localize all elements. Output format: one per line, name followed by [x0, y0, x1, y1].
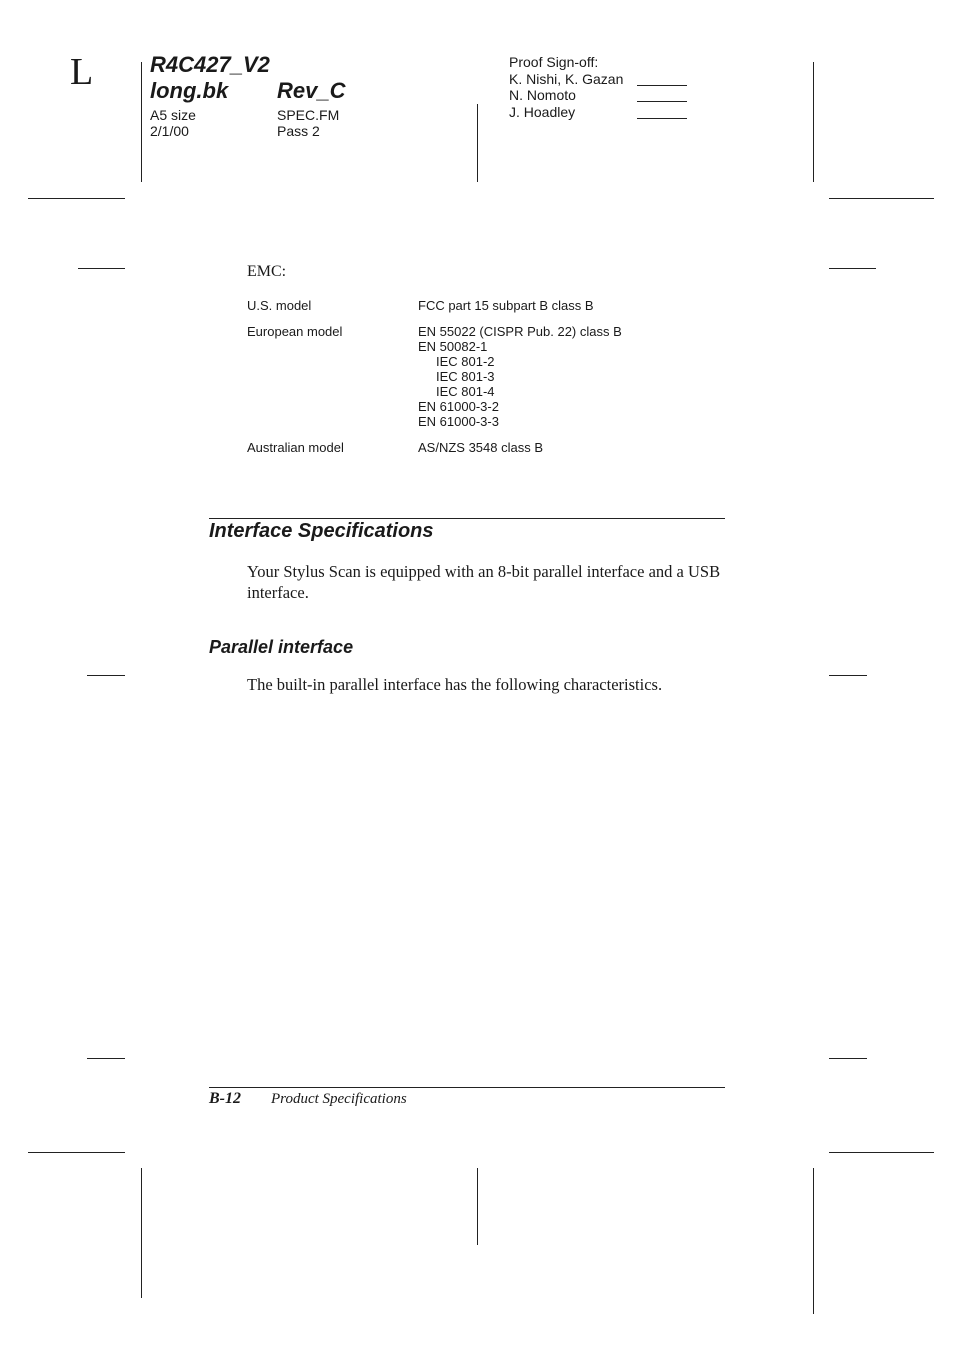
- chapter-title: Product Specifications: [271, 1091, 407, 1107]
- spec-standards: [418, 298, 594, 313]
- spec-standard: EN 61000-3-3: [418, 414, 499, 429]
- crop-mark: [829, 198, 934, 199]
- proof-label: Proof Sign-off:: [509, 54, 599, 70]
- proof-name: N. Nomoto: [509, 87, 576, 103]
- doc-file: SPEC.FM: [277, 107, 340, 123]
- crop-mark: [141, 62, 142, 182]
- section-rule: [209, 518, 725, 519]
- crop-mark: [28, 1152, 125, 1153]
- proof-name: K. Nishi, K. Gazan: [509, 71, 624, 87]
- crop-mark: [141, 1168, 142, 1298]
- emc-label: EMC:: [247, 263, 287, 280]
- crop-mark: [813, 62, 814, 182]
- doc-title-line1: R4C427_V2: [150, 52, 270, 77]
- page-number: B-12: [209, 1090, 241, 1107]
- crop-mark: [829, 268, 876, 269]
- footer-rule: [209, 1087, 725, 1088]
- subsection-heading: Parallel interface: [209, 637, 354, 657]
- spec-standards: [418, 440, 543, 455]
- spec-standard: EN 50082-1: [418, 339, 488, 354]
- crop-mark: [477, 1168, 478, 1245]
- crop-mark: [87, 1058, 125, 1059]
- signature-line: [637, 85, 687, 86]
- spec-standard: AS/NZS 3548 class B: [418, 440, 543, 455]
- crop-mark: [78, 268, 125, 269]
- doc-date: 2/1/00: [150, 123, 189, 139]
- section-heading: Interface Specifications: [209, 520, 434, 542]
- spec-model: U.S. model: [247, 298, 312, 313]
- section-intro: Your Stylus Scan is equipped with an 8-bit parallel interface and a USB interface.: [247, 562, 721, 602]
- spec-model: European model: [247, 324, 343, 339]
- crop-mark: [813, 1168, 814, 1314]
- doc-pass: Pass 2: [277, 123, 320, 139]
- crop-mark: [87, 675, 125, 676]
- crop-mark: [477, 104, 478, 182]
- signature-line: [637, 101, 687, 102]
- crop-mark: [829, 1152, 934, 1153]
- spec-standard: EN 61000-3-2: [418, 399, 499, 414]
- crop-mark: [829, 675, 867, 676]
- proof-name: J. Hoadley: [509, 104, 576, 120]
- signature-line: [637, 118, 687, 119]
- corner-mark: L: [70, 51, 94, 93]
- spec-substandard: IEC 801-4: [436, 384, 495, 399]
- spec-substandard: IEC 801-3: [436, 369, 495, 384]
- subsection-text: The built-in parallel interface has the following characteristics.: [247, 675, 663, 694]
- spec-standard: FCC part 15 subpart B class B: [418, 298, 594, 313]
- doc-title-line2: long.bk: [150, 78, 229, 103]
- crop-mark: [28, 198, 125, 199]
- doc-revision: Rev_C: [277, 78, 346, 103]
- spec-standards: [418, 324, 622, 429]
- spec-substandard: IEC 801-2: [436, 354, 495, 369]
- crop-mark: [829, 1058, 867, 1059]
- doc-size: A5 size: [150, 107, 196, 123]
- spec-standard: EN 55022 (CISPR Pub. 22) class B: [418, 324, 622, 339]
- spec-model: Australian model: [247, 440, 344, 455]
